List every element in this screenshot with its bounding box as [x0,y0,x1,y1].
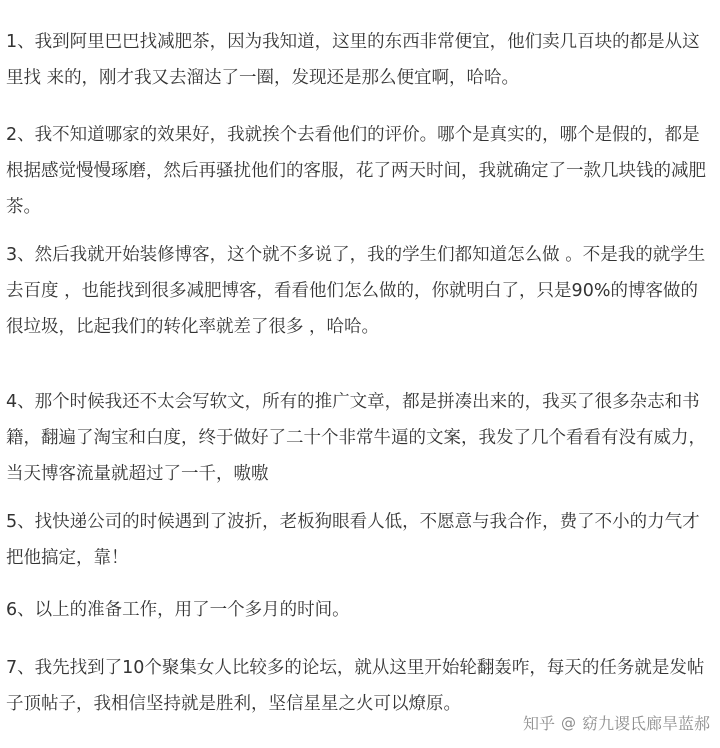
paragraph-6: 6、以上的准备工作，用了一个多月的时间。 [6,600,350,620]
paragraph-7: 7、我先找到了10个聚集女人比较多的论坛，就从这里开始轮翻轰咋，每天的任务就是发帖子顶帖子，我相信坚持就是胜利，坚信星星之火可以燎原。 [6,658,705,714]
watermark-at: @ [560,713,576,732]
zhihu-watermark [523,711,710,734]
watermark-author: 窈九谡氐廊旱蓝郝 [581,714,710,733]
paragraph-4: 4、那个时候我还不太会写软文，所有的推广文章，都是拼凑出来的，我买了很多杂志和书籍，翻遍了淘宝和白度，终于做好了二十个非常牛逼的文案，我发了几个看看有没有威力，当天博客流量就超过了一千，嗷嗷 [6,392,706,484]
paragraph-5: 5、找快递公司的时候遇到了波折，老板狗眼看人低，不愿意与我合作，费了不小的力气才把他搞定，靠！ [6,512,700,568]
paragraph-2: 2、我不知道哪家的效果好，我就挨个去看他们的评价。哪个是真实的，哪个是假的，都是根据感觉慢慢琢磨，然后再骚扰他们的客服，花了两天时间，我就确定了一款几块钱的减肥茶。 [6,125,706,217]
paragraph-1: 1、我到阿里巴巴找减肥茶，因为我知道，这里的东西非常便宜，他们卖几百块的都是从这里找 来的，刚才我又去溜达了一圈，发现还是那么便宜啊，哈哈。 [6,32,700,88]
paragraph-3: 3、然后我就开始装修博客，这个就不多说了，我的学生们都知道怎么做 。不是我的就学生去百度 ，也能找到很多减肥博客，看看他们怎么做的，你就明白了，只是90%的博客做的很垃圾，比起我们的转化率就差了很多 ，哈哈。 [6,245,706,337]
watermark-site: 知乎 [522,714,555,733]
